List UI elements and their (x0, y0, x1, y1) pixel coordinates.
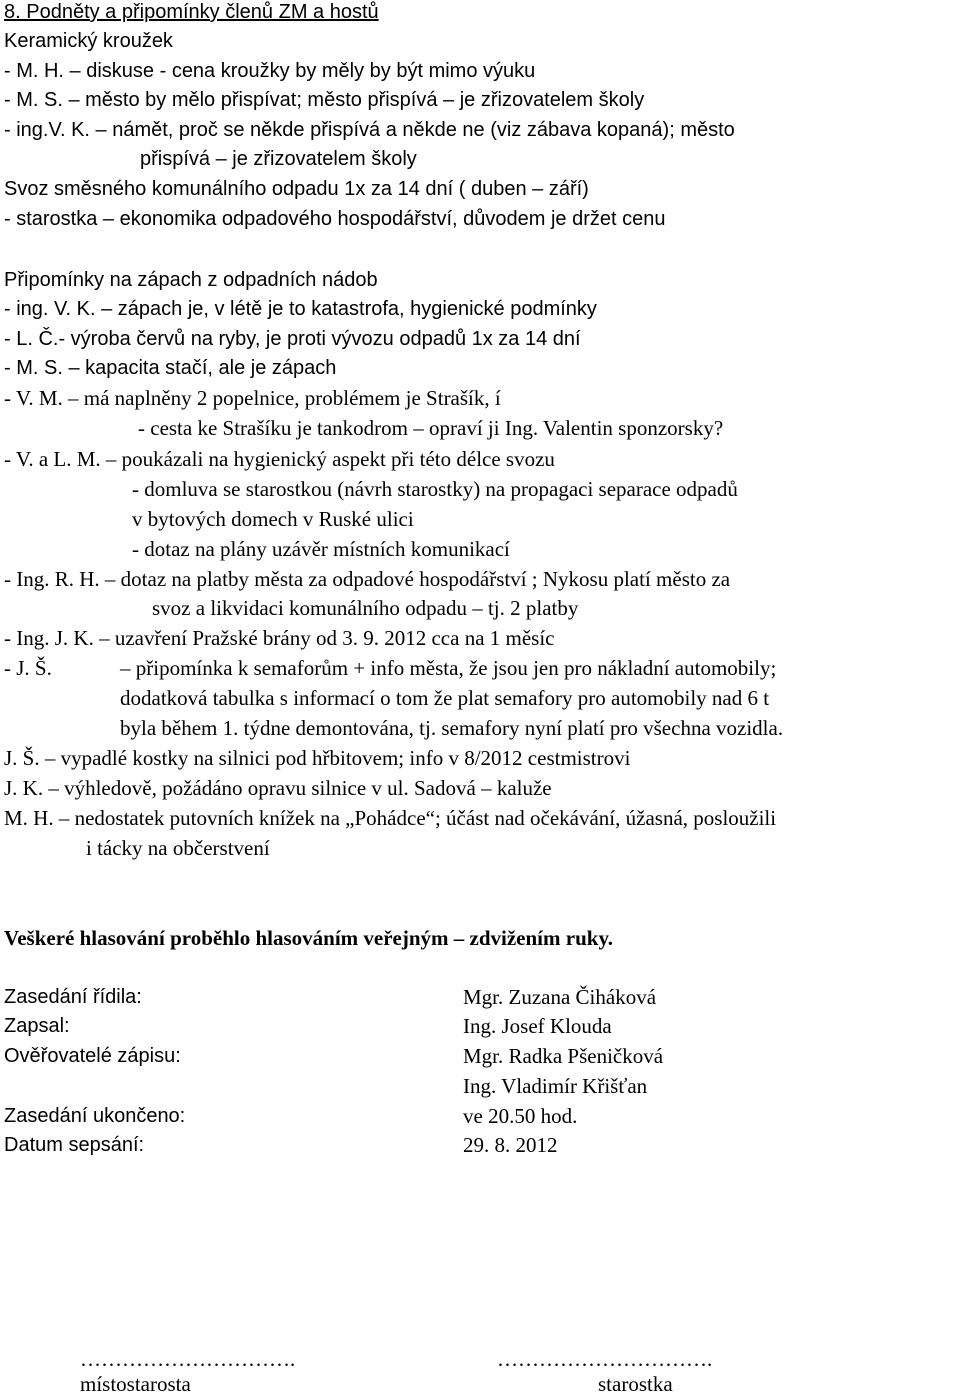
line-js-cont1: dodatková tabulka s informací o tom že plat semafory pro automobily nad 6 t (120, 686, 770, 710)
line-js-cont2: byla během 1. týdne demontována, tj. semafory nyní platí pro všechna vozidla. (120, 716, 784, 740)
signature-label-right: starostka (598, 1372, 673, 1396)
meta-value-overovatel-2: Ing. Vladimír Křišťan (463, 1074, 648, 1098)
meta-label-ridila: Zasedání řídila: (4, 986, 142, 1008)
line-mh-2-cont: i tácky na občerstvení (86, 836, 270, 860)
meta-value-zapsal: Ing. Josef Klouda (463, 1014, 612, 1038)
line-pripominky: Připomínky na zápach z odpadních nádob (4, 269, 378, 291)
meta-label-ukonceno: Zasedání ukončeno: (4, 1105, 186, 1127)
line-lc: - L. Č.- výroba červů na ryby, je proti vývozu odpadů 1x za 14 dní (4, 328, 581, 350)
line-ingvk: - ing.V. K. – námět, proč se někde přispívá a někde ne (viz zábava kopaná); město (4, 119, 735, 141)
signature-label-left: místostarosta (80, 1372, 191, 1396)
line-ms-2: - M. S. – kapacita stačí, ale je zápach (4, 357, 337, 379)
line-js-2: J. Š. – vypadlé kostky na silnici pod hřbitovem; info v 8/2012 cestmistrovi (4, 746, 631, 770)
line-rh-cont: svoz a likvidaci komunálního odpadu – tj. 2 platby (152, 596, 579, 620)
line-val: - V. a L. M. – poukázali na hygienický aspekt při této délce svozu (4, 447, 555, 471)
meta-value-ridila: Mgr. Zuzana Čiháková (463, 985, 657, 1009)
line-ingvk-2: - ing. V. K. – zápach je, v létě je to katastrofa, hygienické podmínky (4, 298, 597, 320)
line-val-cont2: v bytových domech v Ruské ulici (132, 507, 414, 531)
line-js-label: - J. Š. (4, 656, 52, 680)
line-rh: - Ing. R. H. – dotaz na platby města za odpadové hospodářství ; Nykosu platí město za (4, 567, 731, 591)
line-mh: - M. H. – diskuse - cena kroužky by měly by být mimo výuku (4, 60, 536, 82)
line-jk: - Ing. J. K. – uzavření Pražské brány od 3. 9. 2012 cca na 1 měsíc (4, 626, 555, 650)
line-vm-cont: - cesta ke Strašíku je tankodrom – opraví ji Ing. Valentin sponzorsky? (138, 416, 724, 440)
meta-label-zapsal: Zapsal: (4, 1015, 70, 1037)
line-svoz: Svoz směsného komunálního odpadu 1x za 14 dní ( duben – září) (4, 178, 589, 200)
line-jk-2: J. K. – výhledově, požádáno opravu silnice v ul. Sadová – kaluže (4, 776, 552, 800)
line-vm: - V. M. – má naplněny 2 popelnice, problémem je Strašík, í (4, 386, 501, 410)
line-ingvk-cont: přispívá – je zřizovatelem školy (140, 148, 417, 170)
line-val-cont1: - domluva se starostkou (návrh starostky) na propagaci separace odpadů (132, 477, 738, 501)
meta-label-datum: Datum sepsání: (4, 1134, 145, 1156)
line-js: – připomínka k semaforům + info města, že jsou jen pro nákladní automobily; (120, 656, 777, 680)
signature-line-right: …………………………. (497, 1347, 713, 1371)
line-val-cont3: - dotaz na plány uzávěr místních komunikací (132, 537, 510, 561)
meta-value-datum: 29. 8. 2012 (463, 1133, 558, 1157)
meta-label-overovatele: Ověřovatelé zápisu: (4, 1045, 181, 1067)
line-starostka: - starostka – ekonomika odpadového hospodářství, důvodem je držet cenu (4, 208, 666, 230)
section-heading: 8. Podněty a připomínky členů ZM a hostů (4, 1, 379, 23)
voting-note: Veškeré hlasování proběhlo hlasováním veřejným – zdvižením ruky. (4, 926, 614, 950)
signature-line-left: …………………………. (80, 1347, 296, 1371)
line-ms: - M. S. – město by mělo přispívat; město přispívá – je zřizovatelem školy (4, 89, 645, 111)
line-kroužek: Keramický kroužek (4, 30, 173, 52)
line-mh-2: M. H. – nedostatek putovních knížek na „Pohádce“; účást nad očekávání, úžasná, posloužili (4, 806, 777, 830)
meta-value-overovatel-1: Mgr. Radka Pšeničková (463, 1044, 664, 1068)
meta-value-ukonceno: ve 20.50 hod. (463, 1104, 578, 1128)
